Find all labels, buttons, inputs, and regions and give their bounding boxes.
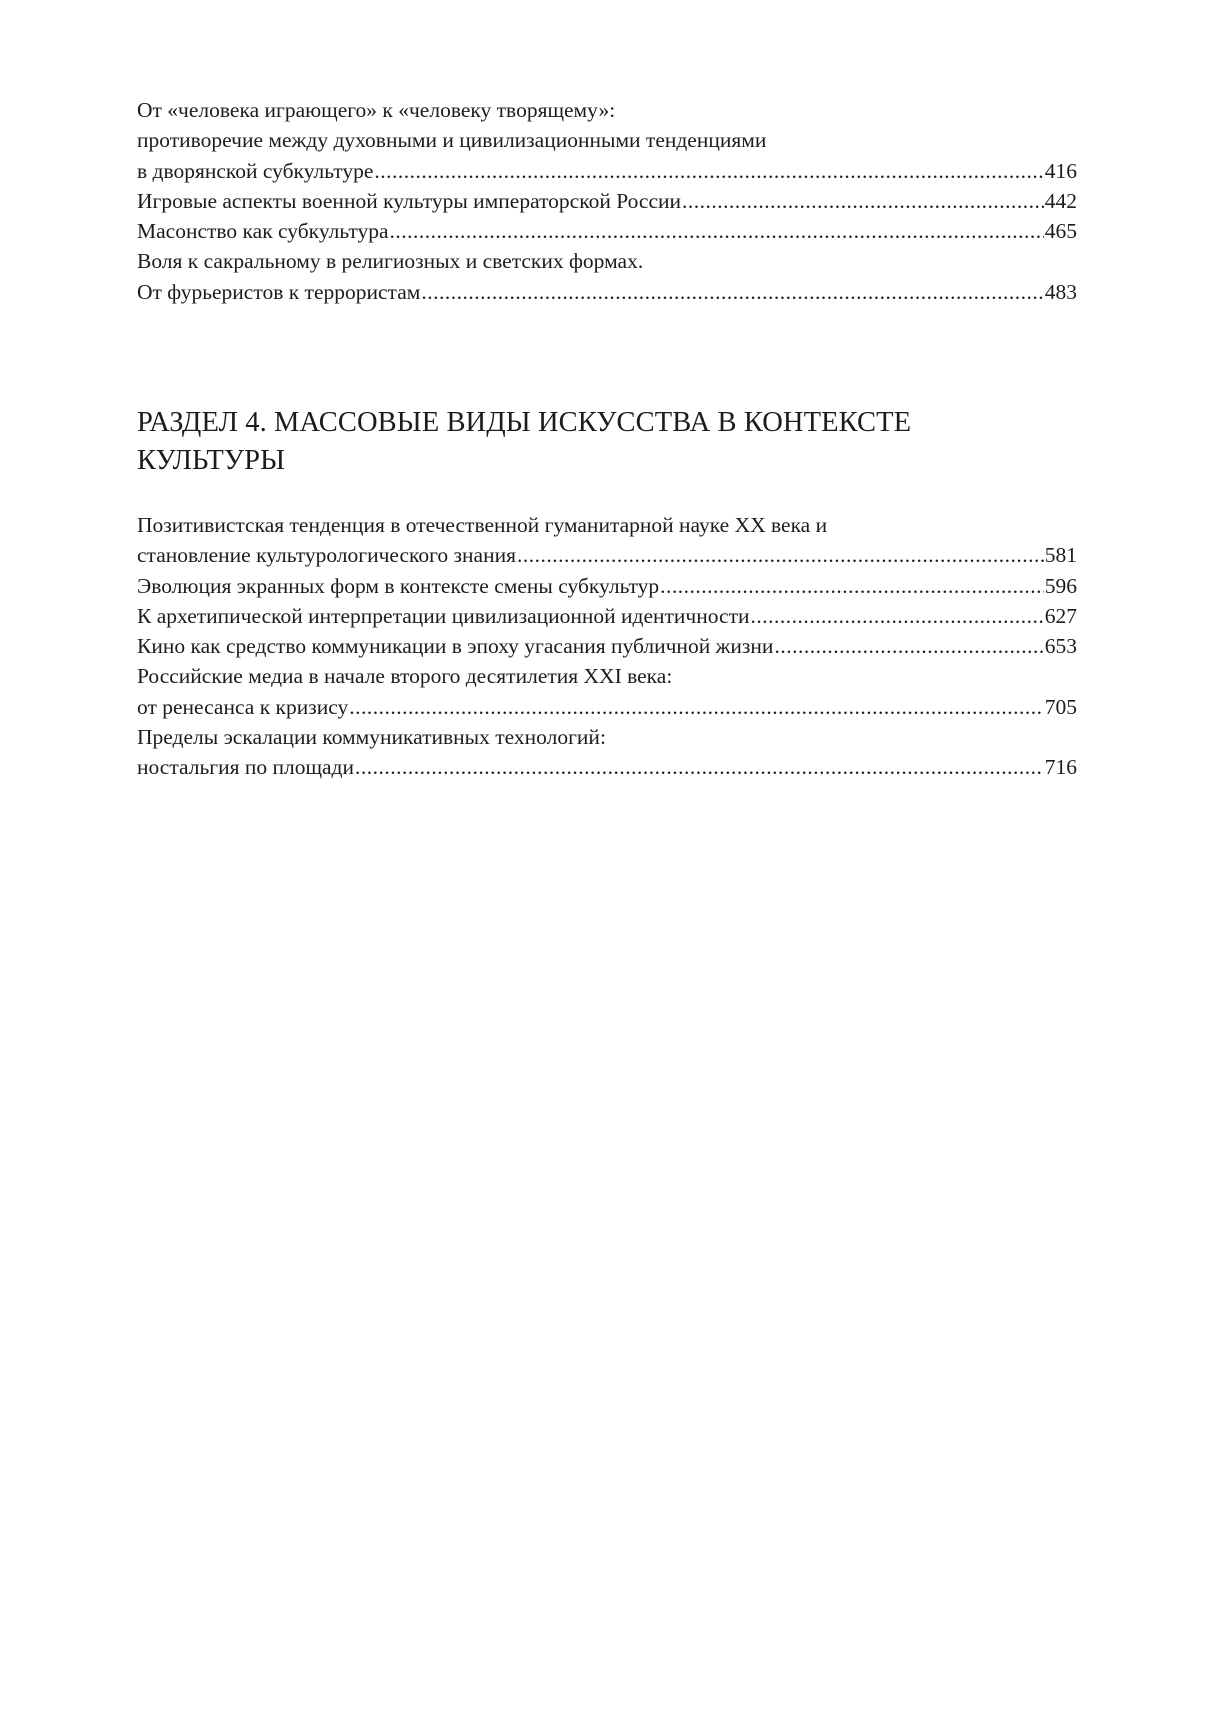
dot-leader bbox=[390, 216, 1044, 246]
section-heading-line: КУЛЬТУРЫ bbox=[137, 445, 286, 476]
toc-entry-title: от ренесанса к кризису bbox=[137, 694, 349, 719]
page-number: 442 bbox=[1044, 188, 1077, 213]
toc-entry[interactable] bbox=[137, 186, 1077, 216]
page-number: 416 bbox=[1044, 158, 1077, 183]
toc-entry-last-line bbox=[137, 277, 1077, 307]
section-heading-line: РАЗДЕЛ 4. МАССОВЫЕ ВИДЫ ИСКУССТВА В КОНТЕКСТЕ bbox=[137, 407, 912, 438]
toc-entry-line: Пределы эскалации коммуникативных технологий: bbox=[137, 725, 606, 750]
toc-entry-last-line bbox=[137, 692, 1077, 722]
dot-leader bbox=[750, 601, 1043, 631]
dot-leader bbox=[682, 186, 1044, 216]
toc-entry-title: в дворянской субкультуре bbox=[137, 158, 374, 183]
page-number: 705 bbox=[1044, 694, 1077, 719]
page-number: 653 bbox=[1044, 634, 1077, 659]
dot-leader bbox=[374, 156, 1043, 186]
toc-entry-last-line bbox=[137, 752, 1077, 782]
toc-entry[interactable] bbox=[137, 661, 1077, 722]
section-heading bbox=[137, 404, 1077, 480]
dot-leader bbox=[517, 540, 1044, 570]
toc-entry[interactable] bbox=[137, 722, 1077, 783]
toc-entry[interactable] bbox=[137, 510, 1077, 571]
toc-entry-last-line bbox=[137, 631, 1077, 661]
toc-entry-last-line bbox=[137, 156, 1077, 186]
toc-entry-title: ностальгия по площади bbox=[137, 755, 355, 780]
toc-entry[interactable] bbox=[137, 571, 1077, 601]
toc-entry-title: Эволюция экранных форм в контексте смены субкультур bbox=[137, 573, 660, 598]
toc-entry[interactable] bbox=[137, 601, 1077, 631]
toc-entry-last-line bbox=[137, 216, 1077, 246]
dot-leader bbox=[774, 631, 1043, 661]
toc-entry-line: противоречие между духовными и цивилизационными тенденциями bbox=[137, 128, 767, 153]
page-number: 483 bbox=[1044, 279, 1077, 304]
toc-entry[interactable] bbox=[137, 216, 1077, 246]
toc-block-top bbox=[137, 95, 1077, 307]
toc-entry-line: От «человека играющего» к «человеку творящему»: bbox=[137, 98, 616, 122]
toc-entry-title: Масонство как субкультура bbox=[137, 219, 389, 244]
page-number: 627 bbox=[1044, 603, 1077, 628]
toc-entry-line: Воля к сакральному в религиозных и светских формах. bbox=[137, 249, 644, 274]
toc-entry-title: становление культурологического знания bbox=[137, 543, 517, 568]
toc-entry-line: Российские медиа в начале второго десятилетия XXI века: bbox=[137, 664, 673, 689]
toc-entry-title: К архетипической интерпретации цивилизационной идентичности bbox=[137, 603, 750, 628]
dot-leader bbox=[421, 277, 1043, 307]
toc-block-bottom bbox=[137, 510, 1077, 783]
dot-leader bbox=[660, 571, 1044, 601]
toc-entry-last-line bbox=[137, 571, 1077, 601]
toc-entry-last-line bbox=[137, 186, 1077, 216]
toc-entry[interactable] bbox=[137, 95, 1077, 186]
page-number: 465 bbox=[1044, 219, 1077, 244]
toc-entry-title: Игровые аспекты военной культуры императорской России bbox=[137, 188, 682, 213]
page-number: 716 bbox=[1044, 755, 1077, 780]
dot-leader bbox=[349, 692, 1044, 722]
toc-entry-last-line bbox=[137, 601, 1077, 631]
toc-entry[interactable] bbox=[137, 246, 1077, 307]
page-number: 581 bbox=[1044, 543, 1077, 568]
dot-leader bbox=[355, 752, 1044, 782]
page-number: 596 bbox=[1044, 573, 1077, 598]
toc-entry-line: Позитивистская тенденция в отечественной гуманитарной науке XX века и bbox=[137, 513, 828, 537]
toc-entry[interactable] bbox=[137, 631, 1077, 661]
toc-entry-title: От фурьеристов к террористам bbox=[137, 279, 421, 304]
toc-entry-last-line bbox=[137, 540, 1077, 570]
toc-entry-title: Кино как средство коммуникации в эпоху угасания публичной жизни bbox=[137, 634, 774, 659]
